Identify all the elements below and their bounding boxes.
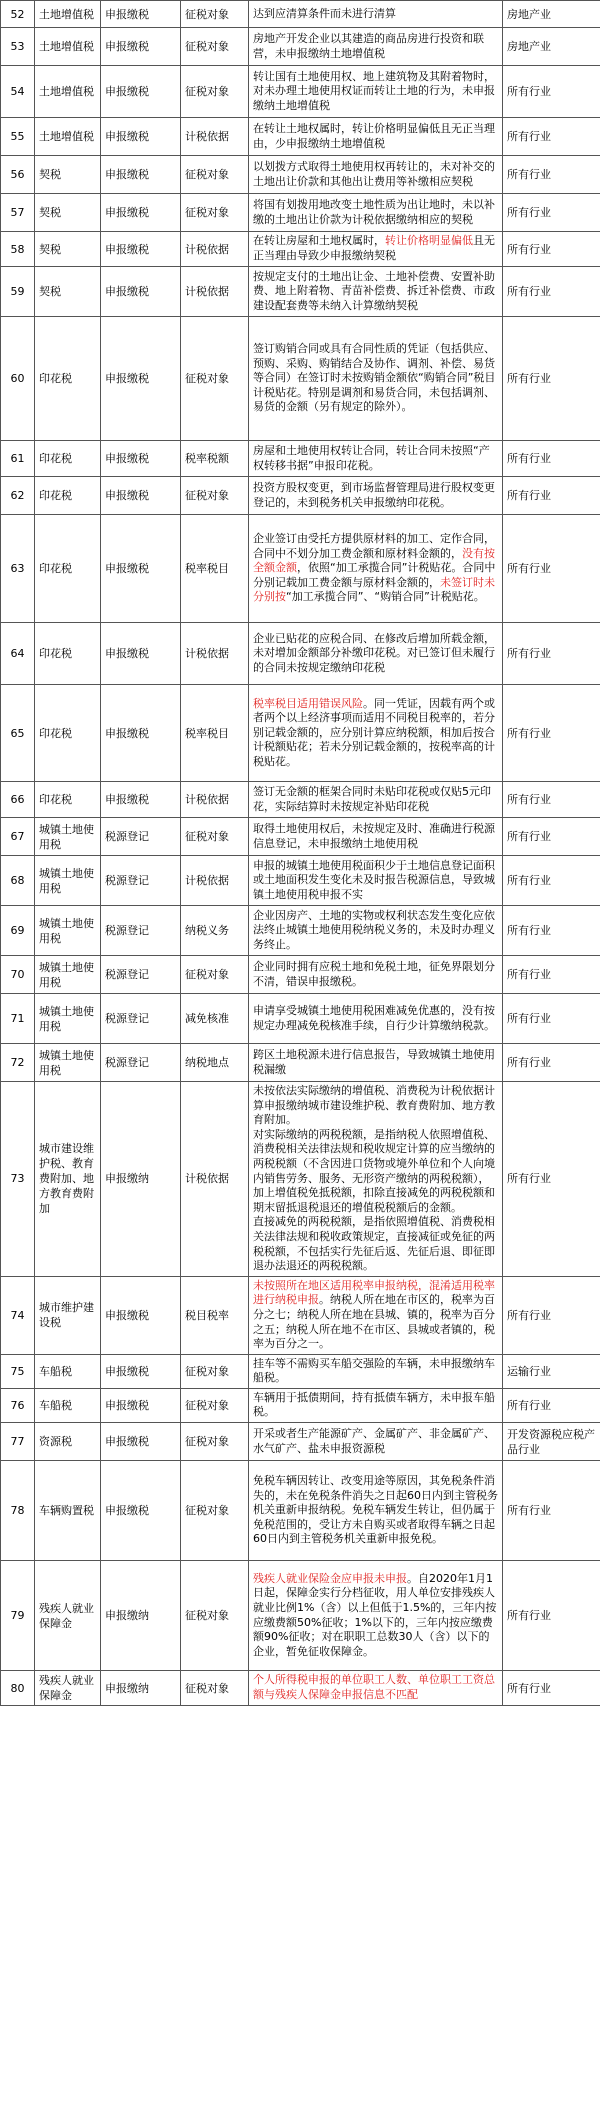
row-number: 69: [1, 906, 35, 956]
industry: 所有行业: [503, 1461, 600, 1561]
process-stage: 申报缴税: [101, 1461, 181, 1561]
table-row: [1, 232, 600, 267]
highlighted-risk-text: 个人所得税申报的单位职工人数、单位职工工资总额与残疾人保障金申报信息不匹配: [253, 1673, 495, 1702]
risk-category: 征税对象: [181, 66, 249, 118]
risk-category: 计税依据: [181, 856, 249, 906]
risk-description: [249, 118, 503, 156]
row-number: 55: [1, 118, 35, 156]
table-row: [1, 1671, 600, 1706]
industry: 所有行业: [503, 782, 600, 818]
risk-description: [249, 66, 503, 118]
risk-description: [249, 623, 503, 685]
process-stage: 申报缴税: [101, 317, 181, 441]
industry: 所有行业: [503, 1671, 600, 1706]
description-text: 房屋和土地使用权转让合同，转让合同未按照“产权转移书据”申报印花税。: [253, 443, 490, 472]
tax-type: 印花税: [35, 782, 101, 818]
risk-description: [249, 1561, 503, 1671]
process-stage: 税源登记: [101, 906, 181, 956]
risk-description: [249, 232, 503, 267]
risk-description: [249, 1082, 503, 1277]
risk-category: 计税依据: [181, 782, 249, 818]
risk-description: [249, 1671, 503, 1706]
risk-description: [249, 1354, 503, 1388]
risk-category: 征税对象: [181, 1388, 249, 1422]
tax-type: 资源税: [35, 1423, 101, 1461]
risk-category: 税率税目: [181, 685, 249, 782]
row-number: 53: [1, 28, 35, 66]
table-row: [1, 1044, 600, 1082]
risk-description: [249, 1276, 503, 1354]
risk-category: 征税对象: [181, 818, 249, 856]
process-stage: 申报缴税: [101, 782, 181, 818]
row-number: 54: [1, 66, 35, 118]
industry: 房地产业: [503, 28, 600, 66]
industry: 所有行业: [503, 194, 600, 232]
risk-category: 税率税额: [181, 441, 249, 477]
table-row: [1, 156, 600, 194]
risk-description: [249, 956, 503, 994]
description-text: 且无正当理由导致少申报缴纳契税: [253, 234, 495, 262]
process-stage: 申报缴税: [101, 685, 181, 782]
tax-type: 车船税: [35, 1354, 101, 1388]
risk-category: 税率税目: [181, 515, 249, 623]
row-number: 74: [1, 1276, 35, 1354]
process-stage: 申报缴税: [101, 267, 181, 317]
risk-description: [249, 1423, 503, 1461]
table-row: [1, 28, 600, 66]
risk-category: 征税对象: [181, 317, 249, 441]
row-number: 60: [1, 317, 35, 441]
row-number: 66: [1, 782, 35, 818]
table-row: [1, 956, 600, 994]
highlighted-risk-text: 没有按全额金额: [253, 546, 495, 575]
tax-type: 印花税: [35, 317, 101, 441]
risk-description: [249, 1388, 503, 1422]
description-text: 按规定支付的土地出让金、土地补偿费、安置补助费、地上附着物、青苗补偿费、拆迁补偿费、市政建设配套费等未纳入计算缴纳契税: [253, 269, 495, 312]
industry: 所有行业: [503, 515, 600, 623]
table-row: [1, 317, 600, 441]
risk-description: [249, 1461, 503, 1561]
industry: 所有行业: [503, 1276, 600, 1354]
industry: 所有行业: [503, 1044, 600, 1082]
process-stage: 申报缴税: [101, 232, 181, 267]
description-text: 将国有划拨用地改变土地性质为出让地时，未以补缴的土地出让价款为计税依据缴纳相应的契税: [253, 197, 495, 226]
description-text: 转让国有土地使用权、地上建筑物及其附着物时，对未办理土地使用权证而转让土地的行为，未申报缴纳土地增值税: [253, 69, 495, 112]
tax-type: 残疾人就业保障金: [35, 1561, 101, 1671]
row-number: 80: [1, 1671, 35, 1706]
risk-description: [249, 1044, 503, 1082]
table-row: [1, 1388, 600, 1422]
highlighted-risk-text: 税率税目适用错误风险: [253, 696, 363, 710]
tax-type: 车船税: [35, 1388, 101, 1422]
table-row: [1, 194, 600, 232]
risk-category: 征税对象: [181, 194, 249, 232]
risk-category: 计税依据: [181, 267, 249, 317]
risk-category: 征税对象: [181, 477, 249, 515]
table-row: [1, 782, 600, 818]
process-stage: 申报缴税: [101, 28, 181, 66]
table-row: [1, 1, 600, 28]
description-text: 企业签订由受托方提供原材料的加工、定作合同，合同中不划分加工费金额和原材料金额的，: [253, 532, 495, 560]
industry: 所有行业: [503, 156, 600, 194]
industry: 所有行业: [503, 1082, 600, 1277]
highlighted-risk-text: 未按照所在地区适用税率申报纳税，混淆适用税率进行纳税申报: [253, 1278, 495, 1307]
risk-category: 征税对象: [181, 28, 249, 66]
risk-description: [249, 685, 503, 782]
table-row: [1, 66, 600, 118]
row-number: 70: [1, 956, 35, 994]
process-stage: 税源登记: [101, 994, 181, 1044]
tax-type: 城镇土地使用税: [35, 1044, 101, 1082]
row-number: 58: [1, 232, 35, 267]
risk-category: 纳税义务: [181, 906, 249, 956]
risk-description: [249, 515, 503, 623]
description-text: 达到应清算条件而未进行清算: [253, 6, 396, 20]
process-stage: 申报缴纳: [101, 1082, 181, 1277]
description-text: 以划拨方式取得土地使用权再转让的，未对补交的土地出让价款和其他出让费用等补缴相应契税: [253, 159, 495, 188]
tax-type: 城镇土地使用税: [35, 906, 101, 956]
tax-type: 契税: [35, 194, 101, 232]
row-number: 72: [1, 1044, 35, 1082]
tax-type: 土地增值税: [35, 66, 101, 118]
risk-category: 征税对象: [181, 156, 249, 194]
table-row: [1, 441, 600, 477]
industry: 所有行业: [503, 317, 600, 441]
description-text: 对实际缴纳的两税税额，是指纳税人依照增值税、消费税相关法律法规和税收规定计算的应当缴纳的两税税额（不含因进口货物或境外单位和个人向境内销售劳务、服务、无形资产缴纳的两税税额），加上增值税免抵税额，扣除直接减免的两税税额和期末留抵退税退还的增值税税额后的金额。: [253, 1127, 495, 1214]
industry: 房地产业: [503, 1, 600, 28]
tax-type: 印花税: [35, 685, 101, 782]
description-text: 。同一凭证，因载有两个或者两个以上经济事项而适用不同税目税率的，若分别记载金额的，应分别计算应纳税额，相加后按合计税额贴花；若未分别记载金额的，按税率高的计税贴花。: [253, 696, 495, 768]
row-number: 61: [1, 441, 35, 477]
description-text: “加工承揽合同”、“购销合同”计税贴花。: [286, 590, 485, 604]
description-text: 直接减免的两税税额，是指依照增值税、消费税相关法律法规和税收政策规定，直接减征或免征的两税税额，不包括实行先征后返、先征后退、即征即退办法退还的两税税额。: [253, 1215, 495, 1273]
description-text: 。纳税人所在地在市区的，税率为百分之七；纳税人所在地在县城、镇的，税率为百分之五；纳税人所在地不在市区、县城或者镇的，税率为百分之一。: [253, 1293, 495, 1351]
description-text: ，依照“加工承揽合同”计税贴花。合同中分别记载加工费金额与原材料金额的，: [253, 561, 496, 589]
description-text: 企业已贴花的应税合同、在修改后增加所载金额，未对增加金额部分补缴印花税。对已签订但未履行的合同未按规定缴纳印花税: [253, 631, 495, 674]
tax-type: 城镇土地使用税: [35, 856, 101, 906]
tax-type: 印花税: [35, 623, 101, 685]
description-text: 签订无金额的框架合同时未贴印花税或仅贴5元印花，实际结算时未按规定补贴印花税: [253, 784, 491, 813]
tax-type: 契税: [35, 156, 101, 194]
description-text: 在转让土地权属时，转让价格明显偏低且无正当理由，少申报缴纳土地增值税: [253, 121, 495, 150]
description-text: 房地产开发企业以其建造的商品房进行投资和联营，未申报缴纳土地增值税: [253, 31, 484, 60]
process-stage: 申报缴税: [101, 441, 181, 477]
process-stage: 税源登记: [101, 856, 181, 906]
table-row: [1, 1561, 600, 1671]
risk-category: 计税依据: [181, 623, 249, 685]
risk-category: 计税依据: [181, 118, 249, 156]
tax-type: 城镇土地使用税: [35, 956, 101, 994]
row-number: 59: [1, 267, 35, 317]
process-stage: 申报缴税: [101, 1, 181, 28]
industry: 所有行业: [503, 956, 600, 994]
row-number: 71: [1, 994, 35, 1044]
process-stage: 申报缴税: [101, 1276, 181, 1354]
risk-description: [249, 906, 503, 956]
industry: 所有行业: [503, 818, 600, 856]
risk-description: [249, 267, 503, 317]
industry: 所有行业: [503, 623, 600, 685]
process-stage: 申报缴税: [101, 66, 181, 118]
risk-description: [249, 156, 503, 194]
risk-description: [249, 441, 503, 477]
tax-type: 土地增值税: [35, 28, 101, 66]
table-row: [1, 906, 600, 956]
row-number: 73: [1, 1082, 35, 1277]
table-row: [1, 1082, 600, 1277]
row-number: 78: [1, 1461, 35, 1561]
risk-category: 征税对象: [181, 1671, 249, 1706]
description-text: 在转让房屋和土地权属时，: [253, 234, 385, 248]
description-text: 申请享受城镇土地使用税困难减免优惠的，没有按规定办理减免税核准手续，自行少计算缴纳税款。: [253, 1003, 495, 1032]
row-number: 77: [1, 1423, 35, 1461]
table-row: [1, 856, 600, 906]
table-row: [1, 1354, 600, 1388]
description-text: 免税车辆因转让、改变用途等原因，其免税条件消失的，未在免税条件消失之日起60日内到主管税务机关重新申报纳税。免税车辆发生转让，但仍属于免税范围的，受让方未自购买或者取得车辆之日起60日内到主管税务机关重新申报免税。: [253, 1474, 498, 1546]
description-text: 企业同时拥有应税土地和免税土地，征免界限划分不清，错误申报缴税。: [253, 959, 495, 988]
risk-category: 纳税地点: [181, 1044, 249, 1082]
tax-type: 契税: [35, 232, 101, 267]
risk-category: 计税依据: [181, 1082, 249, 1277]
industry: 所有行业: [503, 1561, 600, 1671]
risk-category: 征税对象: [181, 1461, 249, 1561]
table-row: [1, 1276, 600, 1354]
process-stage: 申报缴税: [101, 1354, 181, 1388]
process-stage: 税源登记: [101, 818, 181, 856]
tax-type: 印花税: [35, 515, 101, 623]
tax-type: 车辆购置税: [35, 1461, 101, 1561]
risk-category: 征税对象: [181, 1561, 249, 1671]
process-stage: 申报缴税: [101, 515, 181, 623]
row-number: 64: [1, 623, 35, 685]
description-text: 挂车等不需购买车船交强险的车辆，未申报缴纳车船税。: [253, 1356, 495, 1385]
table-row: [1, 623, 600, 685]
process-stage: 申报缴税: [101, 1388, 181, 1422]
risk-description: [249, 317, 503, 441]
industry: 所有行业: [503, 994, 600, 1044]
process-stage: 申报缴税: [101, 156, 181, 194]
process-stage: 税源登记: [101, 1044, 181, 1082]
description-text: 申报的城镇土地使用税面积少于土地信息登记面积或土地面积发生变化未及时报告税源信息，导致城镇土地使用税申报不实: [253, 858, 495, 901]
row-number: 79: [1, 1561, 35, 1671]
tax-type: 印花税: [35, 477, 101, 515]
industry: 所有行业: [503, 906, 600, 956]
row-number: 65: [1, 685, 35, 782]
risk-category: 计税依据: [181, 232, 249, 267]
row-number: 63: [1, 515, 35, 623]
risk-description: [249, 994, 503, 1044]
risk-description: [249, 1, 503, 28]
tax-type: 城市维护建设税: [35, 1276, 101, 1354]
row-number: 57: [1, 194, 35, 232]
row-number: 67: [1, 818, 35, 856]
description-text: 投资方股权变更，到市场监督管理局进行股权变更登记的，未到税务机关申报缴纳印花税。: [253, 480, 495, 509]
risk-description: [249, 194, 503, 232]
process-stage: 申报缴税: [101, 477, 181, 515]
description-text: 未按依法实际缴纳的增值税、消费税为计税依据计算申报缴纳城市建设维护税、教育费附加、地方教育附加。: [253, 1084, 495, 1127]
row-number: 75: [1, 1354, 35, 1388]
description-text: 开采或者生产能源矿产、金属矿产、非金属矿产、水气矿产、盐未申报资源税: [253, 1426, 495, 1455]
industry: 所有行业: [503, 232, 600, 267]
industry: 所有行业: [503, 118, 600, 156]
row-number: 68: [1, 856, 35, 906]
risk-category: 征税对象: [181, 1354, 249, 1388]
row-number: 52: [1, 1, 35, 28]
description-text: 。自2020年1月1日起，保障金实行分档征收，用人单位安排残疾人就业比例1%（含）以上但低于1.5%的，三年内按应缴费额50%征收；1%以下的，三年内按应缴费额90%征收；对在职职工总数30人（含）以下的企业，暂免征收保障金。: [253, 1571, 497, 1658]
description-text: 车辆用于抵债期间，持有抵债车辆方，未申报车船税。: [253, 1390, 495, 1419]
table-row: [1, 477, 600, 515]
industry: 所有行业: [503, 267, 600, 317]
tax-type: 印花税: [35, 441, 101, 477]
table-row: [1, 267, 600, 317]
tax-type: 土地增值税: [35, 1, 101, 28]
tax-type: 城镇土地使用税: [35, 818, 101, 856]
risk-category: 征税对象: [181, 956, 249, 994]
industry: 所有行业: [503, 477, 600, 515]
table-row: [1, 118, 600, 156]
industry: 所有行业: [503, 1388, 600, 1422]
table-row: [1, 515, 600, 623]
risk-description: [249, 477, 503, 515]
industry: 所有行业: [503, 66, 600, 118]
risk-description: [249, 782, 503, 818]
table-row: [1, 685, 600, 782]
row-number: 56: [1, 156, 35, 194]
table-row: [1, 818, 600, 856]
table-row: [1, 1423, 600, 1461]
process-stage: 申报缴税: [101, 118, 181, 156]
risk-description: [249, 818, 503, 856]
risk-category: 征税对象: [181, 1423, 249, 1461]
table-row: [1, 1461, 600, 1561]
industry: 运输行业: [503, 1354, 600, 1388]
tax-type: 残疾人就业保障金: [35, 1671, 101, 1706]
industry: 开发资源税应税产品行业: [503, 1423, 600, 1461]
tax-type: 城镇土地使用税: [35, 994, 101, 1044]
description-text: 企业因房产、土地的实物或权利状态发生变化应依法终止城镇土地使用税纳税义务的，未及时办理义务终止。: [253, 908, 495, 951]
process-stage: 税源登记: [101, 956, 181, 994]
tax-type: 土地增值税: [35, 118, 101, 156]
industry: 所有行业: [503, 685, 600, 782]
description-text: 跨区土地税源未进行信息报告，导致城镇土地使用税漏缴: [253, 1047, 495, 1076]
highlighted-risk-text: 残疾人就业保险金应申报未申报: [253, 1571, 407, 1585]
process-stage: 申报缴纳: [101, 1671, 181, 1706]
risk-category: 减免核准: [181, 994, 249, 1044]
process-stage: 申报缴税: [101, 1423, 181, 1461]
industry: 所有行业: [503, 856, 600, 906]
process-stage: 申报缴税: [101, 623, 181, 685]
table-row: [1, 994, 600, 1044]
process-stage: 申报缴税: [101, 194, 181, 232]
highlighted-risk-text: 转让价格明显偏低: [385, 234, 473, 248]
tax-type: 契税: [35, 267, 101, 317]
row-number: 76: [1, 1388, 35, 1422]
tax-type: 城市建设维护税、教育费附加、地方教育费附加: [35, 1082, 101, 1277]
risk-description: [249, 28, 503, 66]
risk-category: 税目税率: [181, 1276, 249, 1354]
risk-description: [249, 856, 503, 906]
description-text: 签订购销合同或具有合同性质的凭证（包括供应、预购、采购、购销结合及协作、调剂、补偿、易货等合同）在签订时未按购销金额依“购销合同”税目计税贴花。特别是调剂和易货合同，未包括调剂、易货的金额（另有规定的除外）。: [253, 342, 496, 414]
process-stage: 申报缴纳: [101, 1561, 181, 1671]
row-number: 62: [1, 477, 35, 515]
risk-category: 征税对象: [181, 1, 249, 28]
industry: 所有行业: [503, 441, 600, 477]
highlighted-risk-text: 未签订时未分别按: [253, 575, 495, 604]
description-text: 取得土地使用权后，未按规定及时、准确进行税源信息登记，未申报缴纳土地使用税: [253, 821, 495, 850]
